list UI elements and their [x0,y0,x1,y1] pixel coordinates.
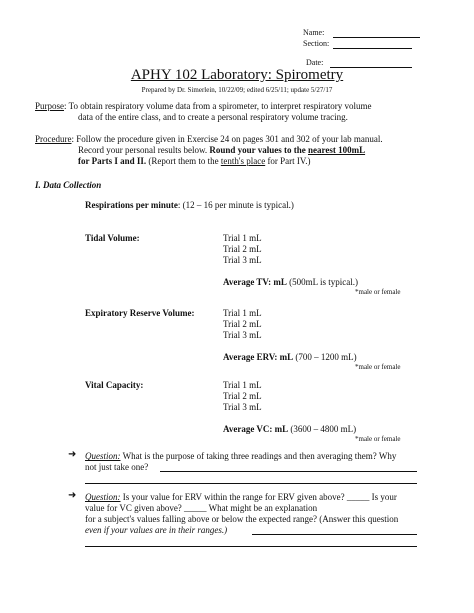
page-subtitle: Prepared by Dr. Simerlein, 10/22/09; edited 6/25/11; update 5/27/17 [141,86,333,94]
tidal-trial-3[interactable]: Trial 3 mL [223,255,262,265]
question1-line-2: not just take one? [85,462,149,472]
procedure-line-1: Procedure: Follow the procedure given in Exercise 24 on pages 301 and 302 of your lab manual. [35,134,383,144]
answer-line[interactable] [85,546,417,547]
vc-average-label[interactable]: Average VC: mL [223,424,289,434]
erv-average-row: Average ERV: mL (700 – 1200 mL) [223,352,357,362]
section-label: Section: [303,39,330,48]
tidal-footnote: *male or female [355,288,401,296]
erv-trial-2[interactable]: Trial 2 mL [223,319,262,329]
name-field-line[interactable] [333,37,420,38]
purpose-label: Purpose [35,101,64,111]
erv-footnote: *male or female [355,363,401,371]
erv-trial-1[interactable]: Trial 1 mL [223,308,262,318]
tidal-average-label[interactable]: Average TV: mL [223,277,287,287]
question2-line-1: Question: Is your value for ERV within the range for ERV given above? _____ Is your [85,492,397,502]
answer-line[interactable] [252,534,417,535]
answer-line[interactable] [160,471,417,472]
name-label: Name: [303,28,325,37]
question2-line-3: for a subject's values falling above or below the expected range? (Answer this question [85,514,399,524]
tidal-average-row: Average TV: mL (500mL is typical.) [223,277,358,287]
purpose-line-1: Purpose: To obtain respiratory volume data from a spirometer, to interpret respiratory volume [35,101,372,111]
erv-label: Expiratory Reserve Volume: [85,308,195,318]
vital-capacity-label: Vital Capacity: [85,380,144,390]
tidal-trial-2[interactable]: Trial 2 mL [223,244,262,254]
tidal-volume-label: Tidal Volume: [85,233,140,243]
erv-trial-3[interactable]: Trial 3 mL [223,330,262,340]
tidal-trial-1[interactable]: Trial 1 mL [223,233,262,243]
vc-trial-1[interactable]: Trial 1 mL [223,380,262,390]
question1-label: Question: [85,451,121,461]
section-field-line[interactable] [333,48,412,49]
section-heading: I. Data Collection [35,180,102,190]
procedure-line-3: for Parts I and II. (Report them to the tenth's place for Part IV.) [78,156,311,166]
procedure-line-2: Record your personal results below. Round your values to the nearest 100mL [78,145,366,155]
vc-average-row: Average VC: mL (3600 – 4800 mL) [223,424,357,434]
question2-label: Question: [85,492,121,502]
page-title: APHY 102 Laboratory: Spirometry [130,67,344,83]
vc-footnote: *male or female [355,435,401,443]
arrow-right-icon: ➜ [68,449,77,460]
vc-trial-3[interactable]: Trial 3 mL [223,402,262,412]
question1-line-1: Question: What is the purpose of taking three readings and then averaging them? Why [85,451,397,461]
respirations-row: Respirations per minute: (12 – 16 per minute is typical.) [85,200,294,210]
erv-average-label[interactable]: Average ERV: mL [223,352,294,362]
procedure-label: Procedure [35,134,72,144]
question2-line-2: value for VC given above? _____ What might be an explanation [85,503,318,513]
arrow-right-icon: ➜ [68,490,77,501]
question2-line-4: even if your values are in their ranges.) [85,525,228,535]
answer-line[interactable] [85,483,417,484]
vc-trial-2[interactable]: Trial 2 mL [223,391,262,401]
respirations-label: Respirations per minute [85,200,178,210]
purpose-line-2: data of the entire class, and to create a personal respiratory volume tracing. [78,112,348,122]
date-label: Date: [306,58,324,67]
